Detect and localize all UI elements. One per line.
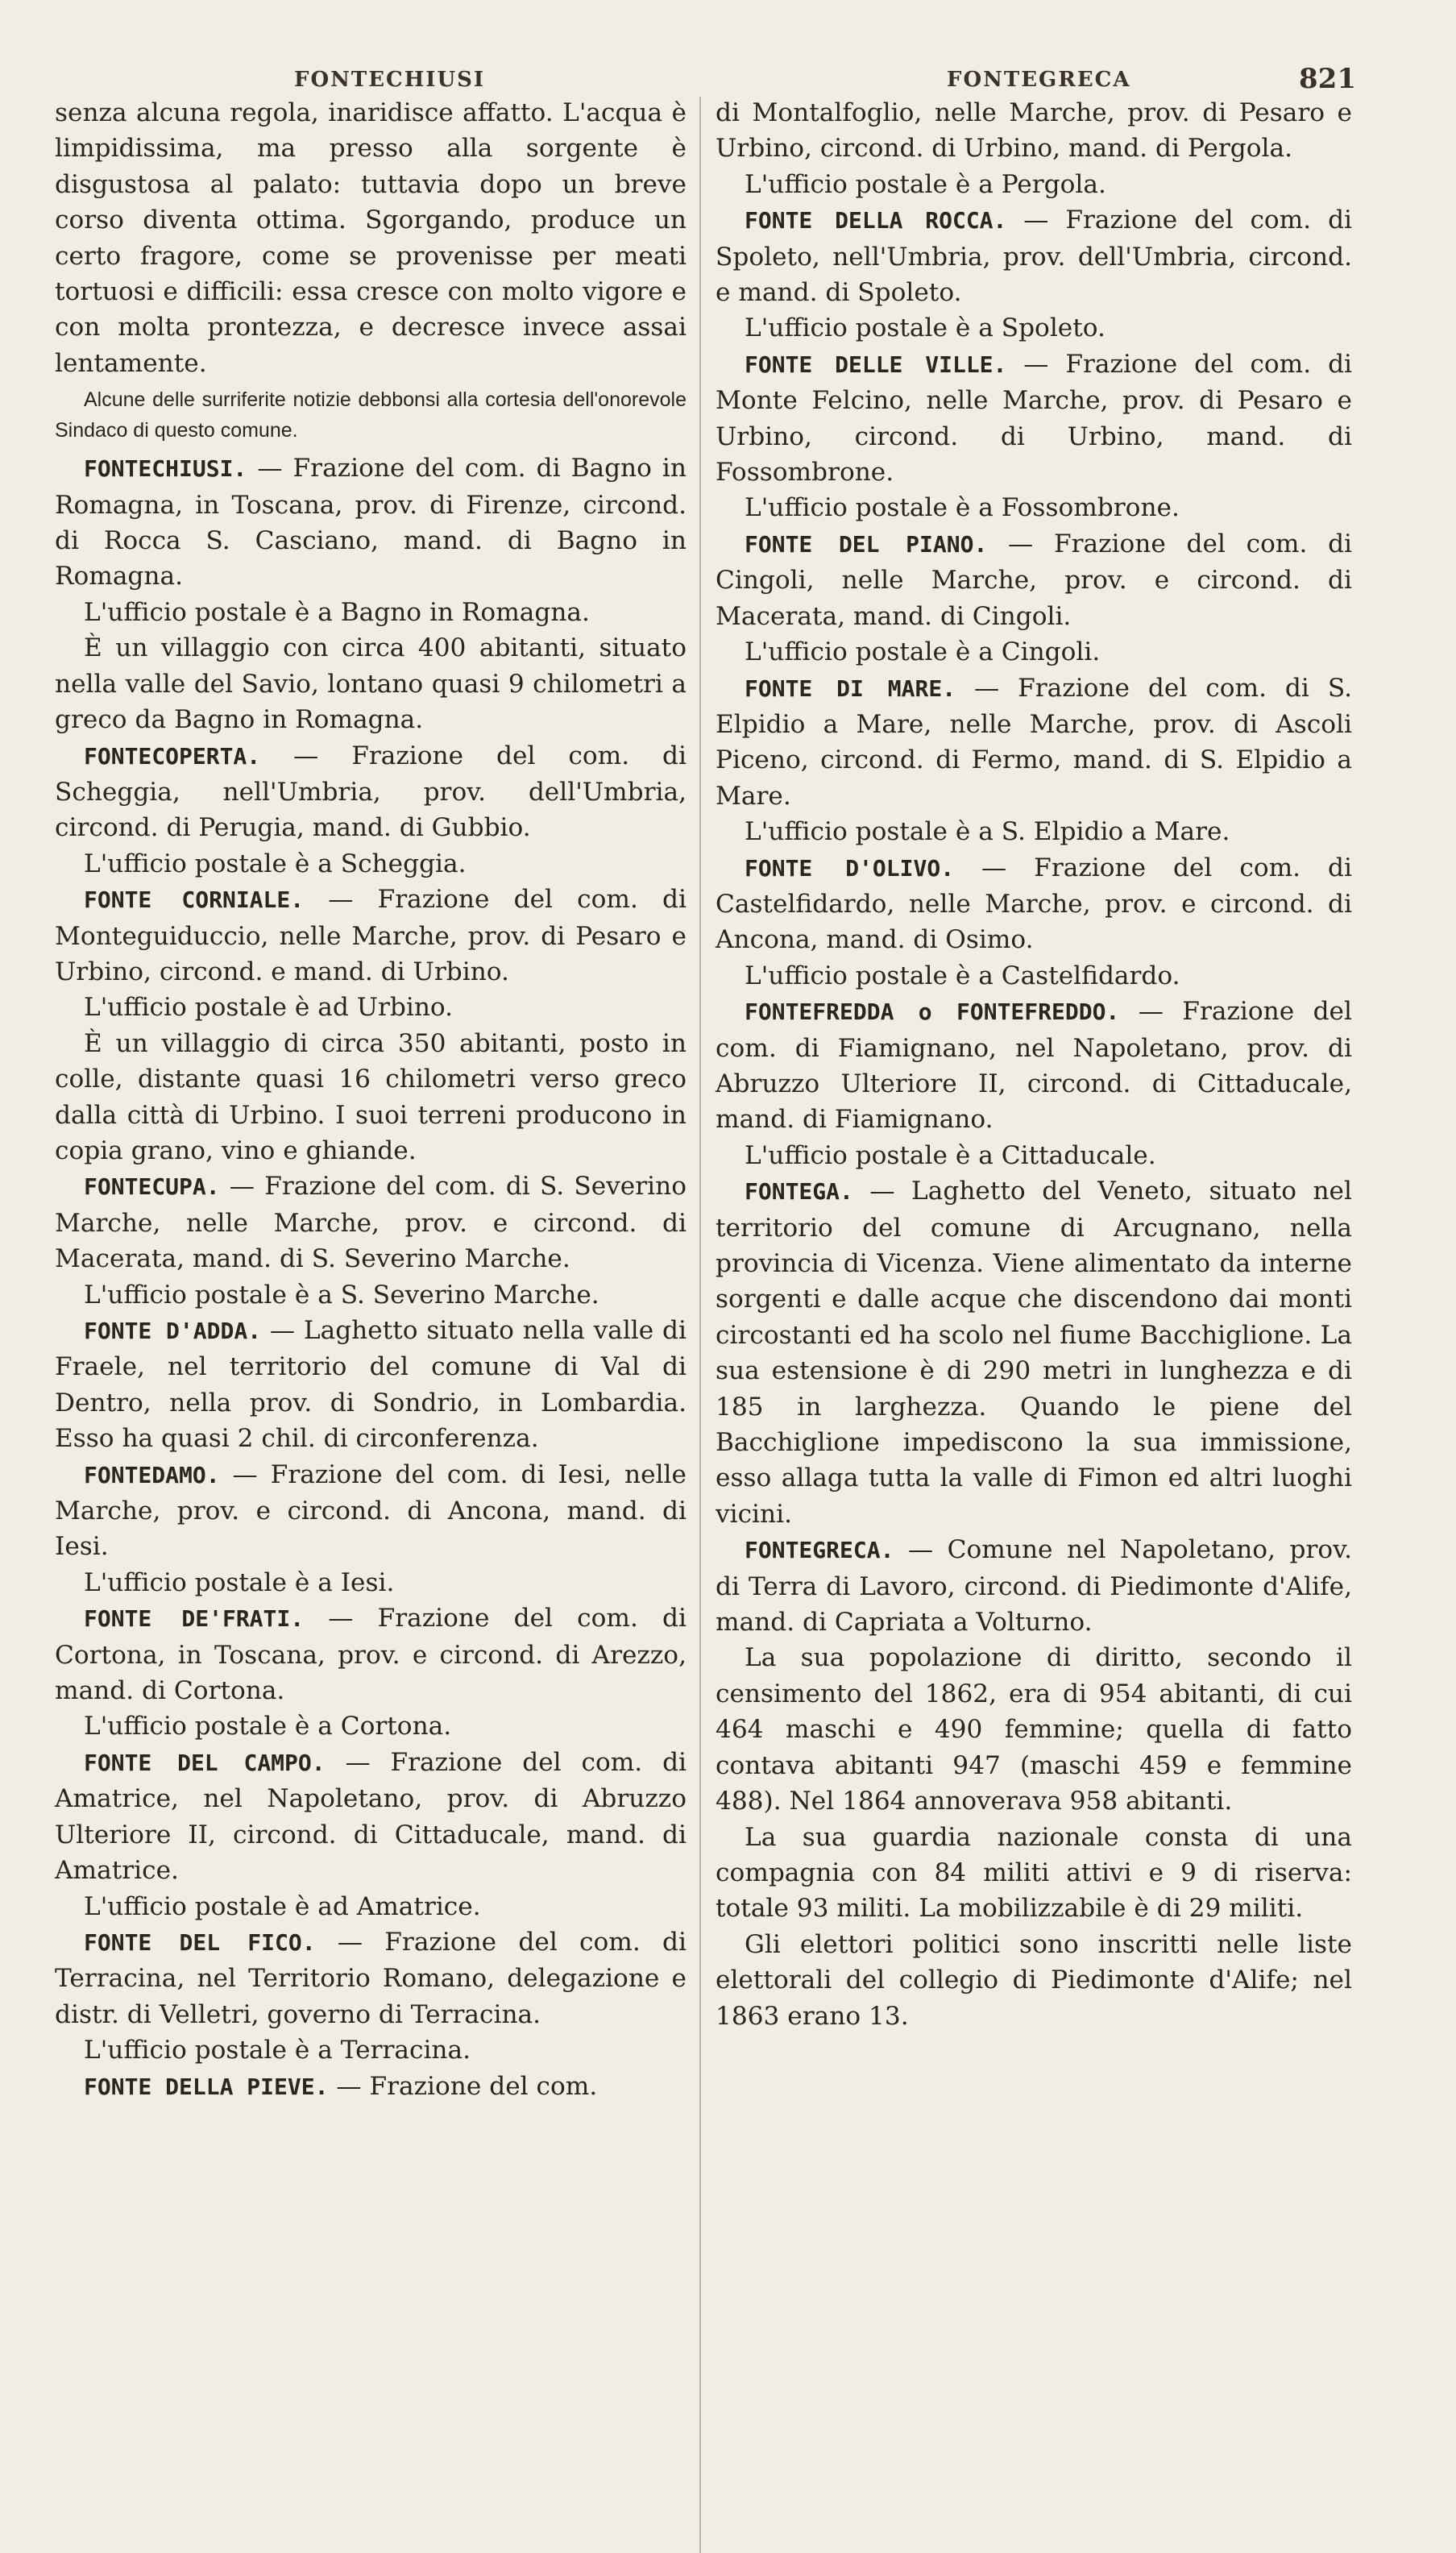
entry-paragraph: L'ufficio postale è a Castelfidardo. [745,961,1180,990]
footnote: Alcune delle surriferite notizie debbonsi alla cortesia dell'onorevole Sindaco di questo comune. [55,388,687,442]
entry-heading: FONTE DELLA PIEVE. [84,2073,329,2100]
entry-fonte-del-piano [716,526,1352,634]
entry-paragraph: È un villaggio con circa 400 abitanti, situato nella valle del Savio, lontano quasi 9 chilometri a greco da Bagno in Romagna. [55,633,687,735]
entry-paragraph: L'ufficio postale è a Iesi. [84,1567,395,1597]
entry-paragraph: L'ufficio postale è a Cingoli. [745,637,1101,667]
page-number: 821 [1299,63,1356,95]
running-head-left: FONTECHIUSI [294,68,486,92]
entry-paragraph: L'ufficio postale è ad Urbino. [84,993,454,1023]
entry-fontedamo [55,1457,687,1565]
entry-paragraph: L'ufficio postale è a Scheggia. [84,849,467,878]
entry-fontegreca [716,1532,1352,1640]
entry-paragraph: L'ufficio postale è a Fossombrone. [745,493,1180,523]
entry-heading: FONTE D'ADDA. [84,1318,262,1344]
entry-fontecoperta [55,738,687,846]
entry-paragraph: L'ufficio postale è a S. Severino Marche. [84,1280,599,1310]
entry-paragraph: È un villaggio di circa 350 abitanti, posto in colle, distante quasi 16 chilometri verso greco dalla città di Urbino. I suoi terreni producono in copia grano, vino e ghiande. [55,1028,687,1165]
entry-paragraph: La sua guardia nazionale consta di una compagnia con 84 militi attivi e 9 di riserva: totale 93 militi. La mobilizzabile è di 29 militi. [716,1822,1352,1924]
entry-heading: FONTECUPA. [84,1173,220,1201]
entry-text: — Laghetto del Veneto, situato nel territorio del comune di Arcugnano, nella provincia di Vicenza. Viene alimentato da interne sorgenti e dalle acque che discendono dai monti circostanti ed ha scolo nel fiume Bacchiglione. La sua estensione è di 290 metri in lunghezza e di 185 in larghezza. Quando le piene del Bacchiglione impediscono la sua immissione, esso allaga tutta la valle di Fimon ed altri luoghi vicini. [716,1177,1352,1529]
entry-fonte-della-rocca [716,202,1352,310]
entry-text: — Frazione del com. di Castelfidardo, nelle Marche, prov. e circond. di Ancona, mand. di Osimo. [716,853,1352,955]
entry-fontechiusi [55,450,687,595]
entry-paragraph: L'ufficio postale è a Cortona. [84,1712,452,1741]
entry-text: — Frazione del com. di Monteguiduccio, nelle Marche, prov. di Pesaro e Urbino, circond. e mand. di Urbino. [55,885,687,986]
entry-text: — Frazione del com. di Terracina, nel Territorio Romano, delegazione e distr. di Velletri, governo di Terracina. [55,1927,687,2029]
entry-text: — Frazione del com. di Iesi, nelle Marche, prov. e circond. di Ancona, mand. di Iesi. [55,1459,687,1562]
entry-heading: FONTE CORNIALE. [84,886,305,914]
entry-paragraph: L'ufficio postale è ad Amatrice. [84,1891,481,1921]
entry-paragraph: L'ufficio postale è a Cittaducale. [745,1140,1156,1170]
running-head-right: FONTEGRECA [947,68,1131,92]
entry-heading: FONTE DEL CAMPO. [84,1749,326,1776]
entry-heading: FONTE DELLE VILLE. [745,351,1007,378]
entry-text: — Comune nel Napoletano, prov. di Terra di Lavoro, circond. di Piedimonte d'Alife, mand. di Capriata a Volturno. [716,1535,1352,1638]
entry-fonte-del-fico [55,1924,687,2032]
entry-fontega [716,1173,1352,1532]
entry-heading: FONTE DI MARE. [745,675,956,702]
entry-heading: FONTE DELLA ROCCA. [745,207,1007,235]
entry-text: — Frazione del com. di Bagno in Romagna, in Toscana, prov. di Firenze, circond. di Rocca S. Casciano, mand. di Bagno in Romagna. [55,454,687,592]
entry-text: — Frazione del com. di Monte Felcino, nelle Marche, prov. di Pesaro e Urbino, circond. di Urbino, mand. di Fossombrone. [716,349,1353,488]
entry-fontefredda [716,994,1352,1138]
entry-heading: FONTE D'OLIVO. [745,854,955,882]
entry-paragraph: L'ufficio postale è a Bagno in Romagna. [84,597,590,627]
entry-heading: FONTECOPERTA. [84,742,261,770]
entry-fonte-delle-ville [716,347,1352,491]
entry-text: — Frazione del com. di Cingoli, nelle Marche, prov. e circond. di Macerata, mand. di Cingoli. [716,529,1353,631]
entry-fonte-di-mare [716,670,1352,815]
entry-fonte-del-campo [55,1745,687,1889]
column-divider [699,97,701,2553]
entry-text: — Laghetto situato nella valle di Fraele, nel territorio del comune di Val di Dentro, nella prov. di Sondrio, in Lombardia. Esso ha quasi 2 chil. di circonferenza. [55,1316,687,1454]
entry-paragraph: Gli elettori politici sono inscritti nelle liste elettorali del collegio di Piedimonte d'Alife; nel 1863 erano 13. [716,1929,1352,2031]
right-column [716,95,1352,2034]
entry-heading: FONTE DEL FICO. [84,1928,316,1956]
entry-fonte-della-pieve [55,2069,687,2105]
entry-heading: FONTEDAMO. [84,1461,220,1488]
entry-fonte-corniale [55,882,687,990]
entry-heading: FONTE DEL PIANO. [745,530,988,558]
entry-text: — Frazione del com. di Spoleto, nell'Umbria, prov. dell'Umbria, circond. e mand. di Spoleto. [716,205,1353,308]
entry-heading: FONTECHIUSI. [84,455,247,483]
left-column [55,95,687,2105]
entry-paragraph: L'ufficio postale è a S. Elpidio a Mare. [745,817,1230,847]
entry-text: — Frazione del com. di Scheggia, nell'Umbria, prov. dell'Umbria, circond. di Perugia, mand. di Gubbio. [55,741,687,843]
entry-fonte-d-olivo [716,850,1352,958]
entry-heading: FONTEFREDDA o FONTEFREDDO. [745,998,1120,1026]
entry-text: — Frazione del com. di S. Elpidio a Mare, nelle Marche, prov. di Ascoli Piceno, circond. di Fermo, mand. di S. Elpidio a Mare. [716,673,1352,811]
entry-text: — Frazione del com. di S. Severino Marche, nelle Marche, prov. e circond. di Macerata, mand. di S. Severino Marche. [55,1172,687,1274]
entry-text: — Frazione del com. di Fiamignano, nel Napoletano, prov. di Abruzzo Ulteriore II, circond. di Cittaducale, mand. di Fiamignano. [716,997,1352,1135]
entry-fontecupa [55,1169,687,1276]
entry-paragraph: L'ufficio postale è a Terracina. [84,2036,471,2065]
entry-paragraph: La sua popolazione di diritto, secondo il censimento del 1862, era di 954 abitanti, di cui 464 maschi e 490 femmine; quella di fatto contava abitanti 947 (maschi 459 e femmine 488). Nel 1864 annoverava 958 abitanti. [716,1643,1352,1816]
continued-paragraph: senza alcuna regola, inaridisce affatto. L'acqua è limpidissima, ma presso alla sorgente è disgustosa al palato: tuttavia dopo un breve corso diventa ottima. Sgorgando, produce un certo fragore, come se provenisse per meati tortuosi e difficili: essa cresce con molto vigore e con molta prontezza, e decresce invece assai lentamente. [55,98,687,378]
entry-heading: FONTEGA. [745,1178,853,1206]
entry-fonte-de-frati [55,1600,687,1708]
entry-text: — Frazione del com. [328,2071,598,2101]
entry-fonte-d-adda [55,1313,687,1457]
entry-heading: FONTEGRECA. [745,1537,894,1564]
entry-text: — Frazione del com. di Cortona, in Toscana, prov. e circond. di Arezzo, mand. di Cortona. [55,1604,687,1706]
entry-paragraph: L'ufficio postale è a Pergola. [745,169,1106,199]
continued-paragraph: di Montalfoglio, nelle Marche, prov. di Pesaro e Urbino, circond. di Urbino, mand. di Pergola. [716,98,1352,164]
entry-heading: FONTE DE'FRATI. [84,1605,305,1633]
entry-paragraph: L'ufficio postale è a Spoleto. [745,313,1105,343]
entry-text: — Frazione del com. di Amatrice, nel Napoletano, prov. di Abruzzo Ulteriore II, circond. di Cittaducale, mand. di Amatrice. [55,1747,687,1886]
